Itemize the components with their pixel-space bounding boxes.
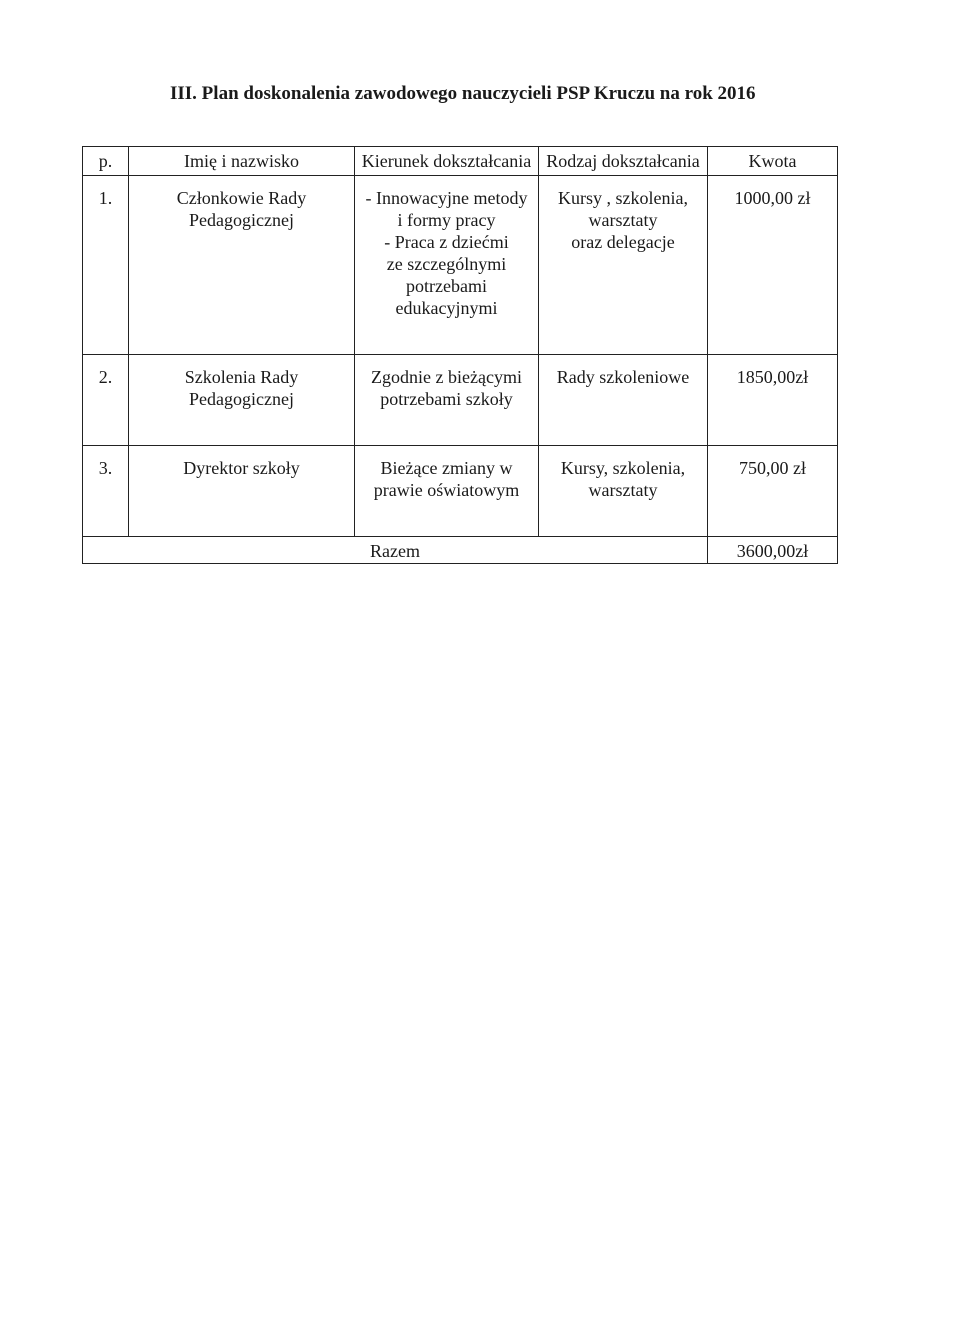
cell-name-line: Dyrektor szkoły xyxy=(183,458,300,478)
table-row xyxy=(83,446,838,537)
cell-name xyxy=(129,176,355,355)
cell-type-line: Kursy , szkolenia, xyxy=(558,188,688,208)
cell-direction-line: Bieżące zmiany w xyxy=(380,458,513,478)
cell-name-line: Członkowie Rady xyxy=(176,188,307,208)
cell-name-line: Pedagogicznej xyxy=(189,389,294,409)
cell-type-line: Kursy, szkolenia, xyxy=(560,458,686,478)
cell-type-line: warsztaty xyxy=(588,480,658,500)
cell-amount: 750,00 zł xyxy=(708,446,838,537)
cell-lp: 3. xyxy=(83,446,129,537)
cell-direction-line: potrzebami szkoły xyxy=(380,389,513,409)
cell-direction-line: i formy pracy xyxy=(397,210,496,230)
cell-amount: 1000,00 zł xyxy=(708,176,838,355)
header-type: Rodzaj dokształcania xyxy=(539,147,708,176)
table-row xyxy=(83,355,838,446)
header-name: Imię i nazwisko xyxy=(129,147,355,176)
cell-direction xyxy=(355,446,539,537)
table-header-row xyxy=(83,147,838,176)
cell-direction-line: prawie oświatowym xyxy=(373,480,520,500)
header-lp: p. xyxy=(83,147,129,176)
cell-lp: 2. xyxy=(83,355,129,446)
header-amount: Kwota xyxy=(708,147,838,176)
cell-direction-line: edukacyjnymi xyxy=(395,298,498,318)
total-amount: 3600,00zł xyxy=(708,537,838,564)
cell-name-line: Szkolenia Rady xyxy=(184,367,299,387)
cell-type xyxy=(539,446,708,537)
cell-name xyxy=(129,446,355,537)
cell-type xyxy=(539,355,708,446)
cell-direction-line: potrzebami xyxy=(406,276,487,296)
header-direction: Kierunek dokształcania xyxy=(355,147,539,176)
cell-direction xyxy=(355,176,539,355)
cell-direction xyxy=(355,355,539,446)
cell-direction-line: Zgodnie z bieżącymi xyxy=(371,367,522,387)
training-plan-table xyxy=(82,146,838,564)
cell-direction-line: - Innowacyjne metody xyxy=(365,188,528,208)
cell-direction-line: - Praca z dziećmi xyxy=(384,232,509,252)
total-row xyxy=(83,537,838,564)
cell-type-line: Rady szkoleniowe xyxy=(556,367,690,387)
cell-direction-line: ze szczególnymi xyxy=(386,254,507,274)
table-row xyxy=(83,176,838,355)
cell-amount: 1850,00zł xyxy=(708,355,838,446)
cell-lp: 1. xyxy=(83,176,129,355)
cell-name xyxy=(129,355,355,446)
page-title: III. Plan doskonalenia zawodowego nauczycieli PSP Kruczu na rok 2016 xyxy=(170,83,756,104)
total-label: Razem xyxy=(83,537,708,564)
cell-type xyxy=(539,176,708,355)
cell-type-line: oraz delegacje xyxy=(571,232,675,252)
cell-name-line: Pedagogicznej xyxy=(189,210,294,230)
cell-type-line: warsztaty xyxy=(588,210,658,230)
